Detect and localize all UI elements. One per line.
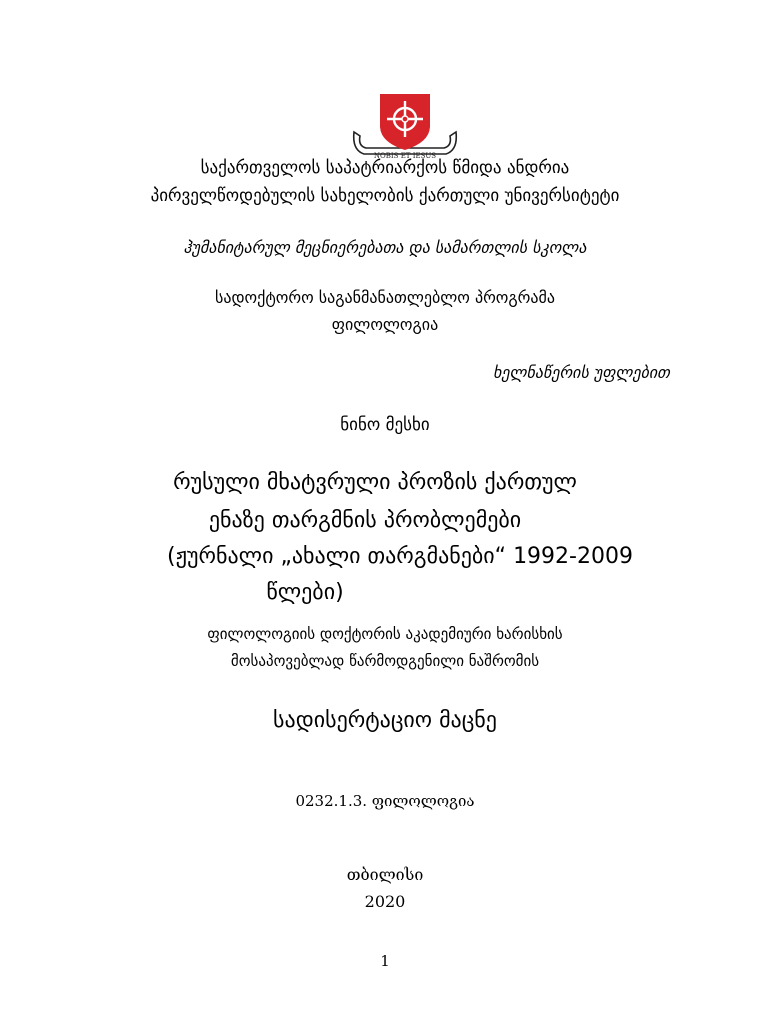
degree-line1: ფილოლოგიის დოქტორის აკადემიური ხარისხის — [207, 625, 563, 643]
degree-line2: მოსაპოვებლად წარმოდგენილი ნაშრომის — [230, 652, 540, 670]
specialty-code: 0232.1.3. ფილოლოგია — [295, 792, 475, 810]
author-name: ნინო მესხი — [340, 415, 430, 435]
thesis-title-line4: წლები) — [266, 580, 344, 605]
abstract-label: სადისერტაციო მაცნე — [273, 708, 497, 733]
thesis-title-line2: ენაზე თარგმნის პრობლემები — [208, 508, 522, 533]
university-name-line2: პირველწოდებულის სახელობის ქართული უნივერსიტეტი — [150, 186, 620, 206]
year: 2020 — [364, 892, 406, 911]
thesis-title-line1: რუსული მხატვრული პროზის ქართულ — [173, 470, 577, 495]
program-name: სადოქტორო საგანმანათლებლო პროგრამა — [214, 288, 556, 307]
university-logo — [350, 92, 460, 164]
rights-note: ხელნაწერის უფლებით — [493, 363, 670, 382]
school-name: ჰუმანიტარულ მეცნიერებათა და სამართლის სკოლა — [183, 238, 587, 257]
page-number: 1 — [380, 952, 390, 970]
field-name: ფილოლოგია — [331, 315, 439, 334]
city-name: თბილისი — [346, 865, 424, 884]
thesis-title-line3: (ჟურნალი „ახალი თარგმანები“ 1992-2009 — [167, 544, 633, 569]
logo-motto: NOBIS ET IESUS — [373, 152, 437, 160]
university-name-line1: საქართველოს საპატრიარქოს წმიდა ანდრია — [200, 158, 570, 178]
